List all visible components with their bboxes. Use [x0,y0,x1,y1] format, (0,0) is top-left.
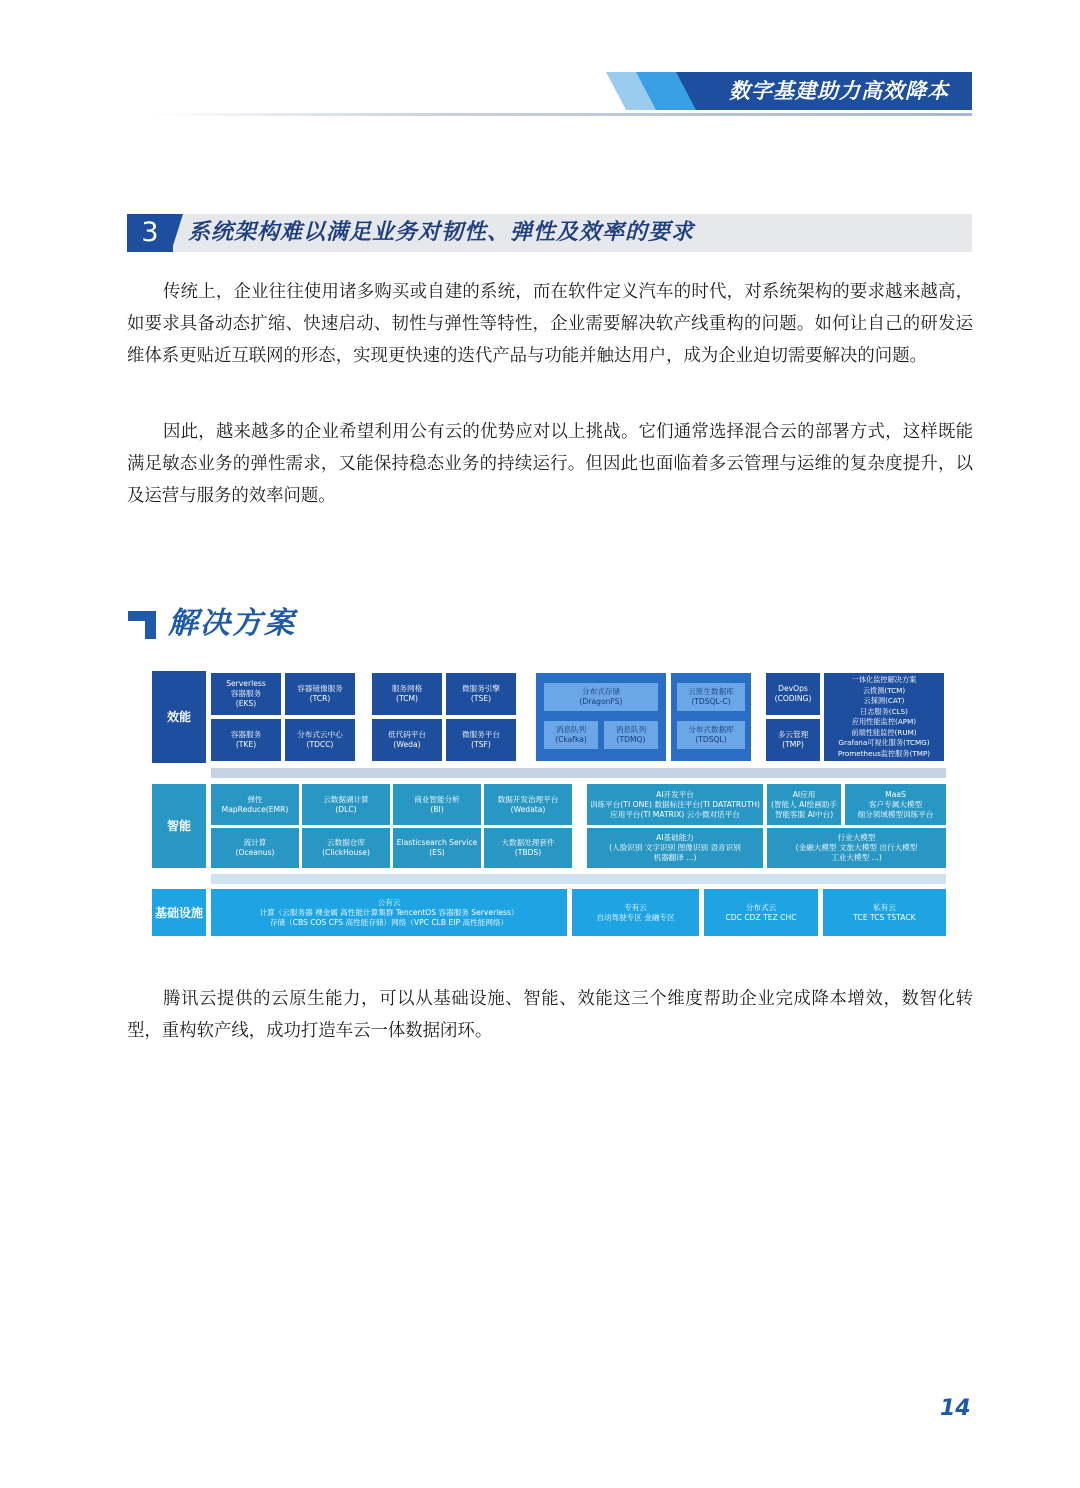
box-tdsqlc: 云原生数据库 (TDSQL-C) [677,683,745,711]
paragraph-2: 因此，越来越多的企业希望利用公有云的优势应对以上挑战。它们通常选择混合云的部署方式，这样既能满足敏态业务的弹性需求，又能保持稳态业务的持续运行。但因此也面临着多云管理与运维的复杂度提升，以及运营与服务的效率问题。 [127,422,973,506]
separator-bar-2 [211,874,946,884]
separator-bar [211,768,946,778]
row-label-intelligence: 智能 [152,784,206,868]
box-private-cloud: 私有云 TCE TCS TSTACK [823,889,946,936]
box-bi: 商业智能分析 (BI) [393,784,481,825]
header-title: 数字基建助力高效降本 [729,79,949,103]
box-ai-platform: AI开发平台 训练平台(TI ONE) 数据标注平台(TI DATATRUTH) 应用平台(TI MATRIX) 云小微对话平台 [587,784,763,825]
box-ckafka: 消息队列 (Ckafka) [544,721,598,749]
box-tke: 容器服务 (TKE) [211,719,281,761]
box-es: Elasticsearch Service (ES) [393,828,481,868]
box-clickhouse: 云数据仓库 (ClickHouse) [302,828,390,868]
box-tsf: 微服务平台 (TSF) [446,719,516,761]
box-ai-application: AI应用 (智能人 AI绘画助手 智能客服 AI中台) [767,784,841,825]
box-eks: Serverless 容器服务 (EKS) [211,673,281,715]
box-multicloud: 多云管理 (TMP) [766,719,820,761]
page-number: 14 [940,1396,971,1421]
box-tcm: 服务网格 (TCM) [372,673,442,715]
box-emr: 弹性 MapReduce(EMR) [211,784,299,825]
box-distributed-cloud: 分布式云 CDC CDZ TEZ CHC [704,889,818,936]
box-oceanus: 流计算 (Oceanus) [211,828,299,868]
solution-heading-icon [128,611,156,639]
box-dlc: 云数据湖计算 (DLC) [302,784,390,825]
section-number: 3 [127,214,173,252]
box-maas: MaaS 客户专属大模型 细分领域模型训练平台 [845,784,946,825]
box-public-cloud: 公有云 计算（云服务器 裸金属 高性能计算集群 TencentOS 容器服务 Serverless） 存储（CBS COS CFS 高性能存储）网络（VPC CLB EIP 高性能网络） [211,889,567,936]
box-industry-models: 行业大模型 (金融大模型 文旅大模型 出行大模型 工业大模型 ...) [767,828,946,868]
box-tbds: 大数据处理套件 (TBDS) [484,828,572,868]
section-title: 系统架构难以满足业务对韧性、弹性及效率的要求 [188,220,695,245]
row-label-infrastructure: 基础设施 [152,889,206,936]
box-dragonfs: 分布式存储 (DragonFS) [544,683,658,711]
row-label-efficiency: 效能 [152,671,206,763]
box-tdsql: 分布式数据库 (TDSQL) [677,721,745,749]
solution-title: 解决方案 [168,606,296,641]
box-tcr: 容器镜像服务 (TCR) [285,673,355,715]
box-dedicated-cloud: 专有云 自动驾驶专区 金融专区 [572,889,699,936]
section-number-accent [171,214,183,252]
box-tdcc: 分布式云中心 (TDCC) [285,719,355,761]
architecture-diagram [152,671,946,936]
box-tdmq: 消息队列 (TDMQ) [604,721,658,749]
box-tse: 微服务引擎 (TSE) [446,673,516,715]
paragraph-1: 传统上，企业往往使用诸多购买或自建的系统，而在软件定义汽车的时代，对系统架构的要求越来越高，如要求具备动态扩缩、快速启动、韧性与弹性等特性，企业需要解决软产线重构的问题。如何让自己的研发运维体系更贴近互联网的形态，实现更快速的迭代产品与功能并触达用户，成为企业迫切需要解决的问题。 [127,282,973,366]
box-devops: DevOps (CODING) [766,673,820,715]
header-divider [150,113,972,116]
box-ai-base: AI基础能力 (人脸识别 文字识别 图像识别 语音识别 机器翻译 ...) [587,828,763,868]
box-wedata: 数据开发治理平台 (Wedata) [484,784,572,825]
box-observability: 一体化监控解决方案 云拨测(TCM) 云探测(CAT) 日志服务(CLS) 应用性能监控(APM) 前端性能监控(RUM) Grafana可视化服务(TCMG) Prometheus监控服务(TMP) [824,673,944,761]
box-weda: 低代码平台 (Weda) [372,719,442,761]
paragraph-3: 腾讯云提供的云原生能力，可以从基础设施、智能、效能这三个维度帮助企业完成降本增效，数智化转型，重构软产线，成功打造车云一体数据闭环。 [127,989,973,1041]
